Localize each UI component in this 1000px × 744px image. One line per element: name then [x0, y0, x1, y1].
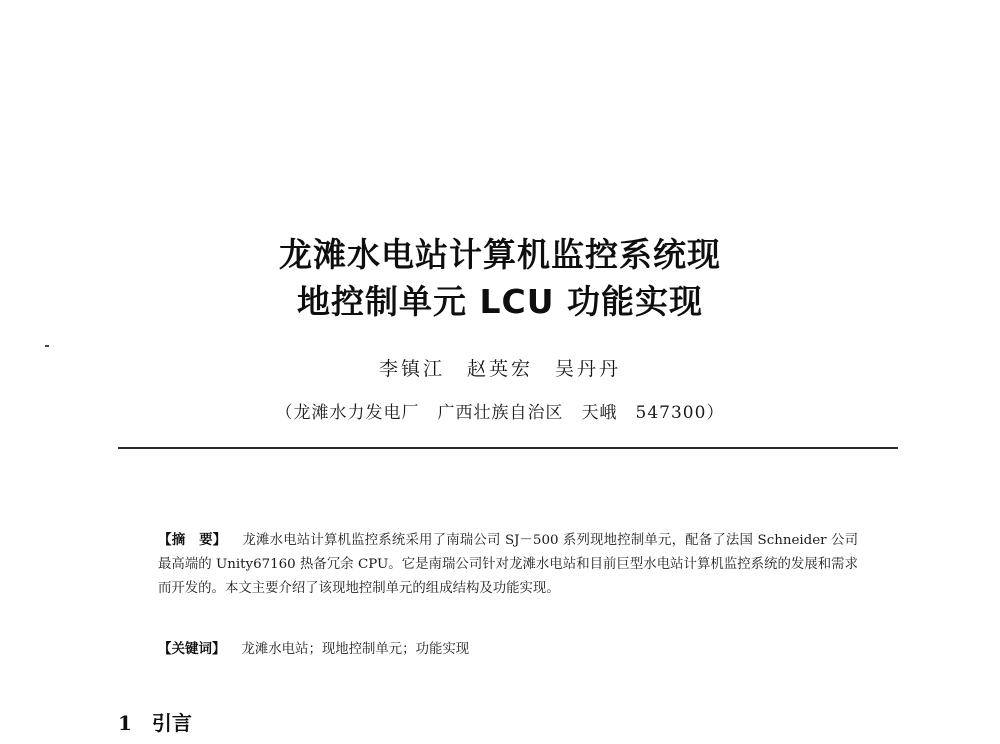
abstract-label: 【摘 要】 [158, 532, 227, 548]
author-list: 李镇江 赵英宏 吴丹丹 [378, 358, 621, 380]
author-affiliation: （龙滩水力发电厂 广西壮族自治区 天峨 547300） [275, 403, 725, 423]
abstract-block [158, 528, 858, 601]
abstract-text: 龙滩水电站计算机监控系统采用了南瑞公司 SJ－500 系列现地控制单元，配备了法国 Schneider 公司最高端的 Unity67160 热备冗余 CPU。它是南瑞公司针对龙滩水电站和目前巨型水电站计算机监控系统的发展和需求而开发的。本文主要介绍了该现地控制单元的组成结构及功能实现。 [158, 533, 858, 596]
keywords-label: 【关键词】 [158, 641, 226, 657]
keywords-text: 龙滩水电站；现地控制单元；功能实现 [241, 642, 470, 657]
section-heading [118, 707, 192, 736]
scan-speck [45, 345, 49, 347]
section-title: 引言 [151, 711, 192, 735]
paper-title-line-1: 龙滩水电站计算机监控系统现 [279, 235, 721, 274]
keywords-block [158, 638, 858, 661]
header-divider [118, 447, 898, 449]
paper-title-line-2: 地控制单元 LCU 功能实现 [296, 282, 704, 321]
section-number: 1 [118, 711, 132, 735]
